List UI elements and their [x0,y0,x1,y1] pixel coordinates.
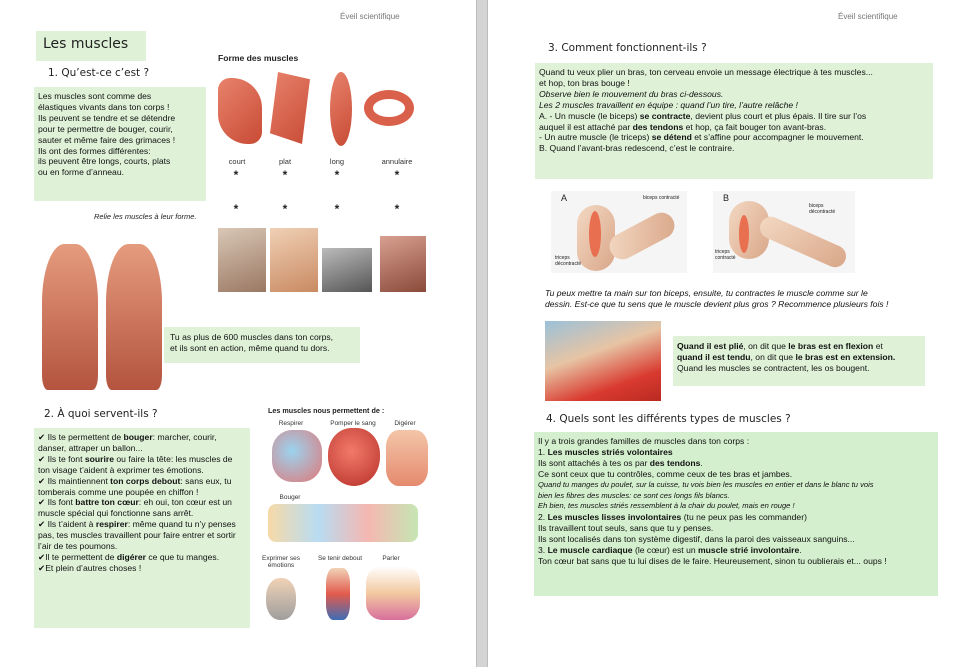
section1-line: ou en forme d’anneau. [38,167,125,178]
match-star[interactable]: * [394,168,400,182]
fact-line: et ils sont en action, même quand tu dors. [170,342,330,353]
speaking-kids-illustration [366,566,420,620]
triceps-shape [739,215,749,253]
section4-line: Eh bien, tes muscles striés ressemblent à la chair du poulet, mais en rouge ! [538,501,795,511]
section3-box [535,63,933,179]
header-label-right: Éveil scientifique [838,12,898,21]
use-item: ✔Il te permettent de digérer ce que tu manges. [38,551,220,562]
label-emotions: Exprimer ses émotions [262,555,300,569]
forearm-shape [605,208,679,264]
label-speak: Parler [382,555,400,562]
match-star[interactable]: * [394,202,400,216]
forearm-shape [757,213,850,271]
section4-line: Ils travaillent tout seuls, sans que tu y penses. [538,523,714,534]
leg-muscles-photo [380,236,426,292]
section4-line: Ton cœur bat sans que tu lui dises de le faire. Heureusement, sinon tu oublierais et... oups ! [538,555,887,566]
biceps-contracted-label: biceps contracté [643,195,680,201]
section3-line: Les 2 muscles travaillent en équipe : quand l’un tire, l’autre relâche ! [539,99,798,110]
label-pump-blood: Pomper le sang [330,420,376,427]
triceps-relaxed-label: triceps décontracté [555,255,582,267]
arm-diagram-b [713,191,855,273]
label-move: Bouger [279,494,301,501]
label-digest: Digérer [394,420,416,427]
label-long: long [329,157,345,166]
label-breathe: Respirer [278,420,304,427]
section2-heading: 2. À quoi servent-ils ? [44,408,158,420]
section4-box [534,432,938,596]
section3-line: A. - Un muscle (le biceps) se contracte, devient plus court et plus épais. Il tire sur l’os [539,110,867,121]
section4-heading: 4. Quels sont les différents types de muscles ? [546,413,791,425]
arm-diagram-a [551,191,687,273]
section3-line: Observe bien le mouvement du bras ci-dessous. [539,88,724,99]
diagram-label-a: A [561,193,568,203]
label-flat: plat [278,157,292,166]
long-muscle-image [330,72,352,146]
section3-line: - Un autre muscle (le triceps) se détend et s’affine pour accompagner le mouvement. [539,132,864,143]
use-item: ✔ Ils font battre ton cœur: eh oui, ton cœur est un muscle spécial qui fonctionne sans arrêt. [38,497,232,519]
section1-line: Les muscles sont comme des [38,91,152,101]
page-left [0,0,476,667]
label-ring: annulaire [381,157,413,166]
flat-muscle-image [270,72,310,144]
section1-line: élastiques vivants dans ton corps ! [38,101,170,112]
emotion-face-illustration [266,578,296,620]
use-item: ✔ Ils te font sourire ou faire la tête: les muscles de ton visage t’aident à exprimer tes émotions. [38,453,233,475]
section1-heading: 1. Qu’est-ce c’est ? [48,67,150,79]
header-label-left: Éveil scientifique [340,12,400,21]
shapes-title: Forme des muscles [218,53,299,63]
flex-line: Quand les muscles se contractent, les os bougent. [677,362,870,373]
try-it-text [545,288,945,310]
short-muscle-image [218,78,262,144]
section4-line: Ils sont attachés à tes os par des tendons. [538,457,703,468]
document-title: Les muscles [36,31,146,61]
section4-line: 3. Le muscle cardiaque (le cœur) est un muscle strié involontaire. [538,545,802,556]
match-star[interactable]: * [233,202,239,216]
section4-line: Quand tu manges du poulet, sur la cuisse, tu vois bien les muscles en entier et dans le blanc tu vois [538,479,874,489]
boy-flexing-photo [545,321,661,401]
try-it-line: Tu peux mettre ta main sur ton biceps, ensuite, tu contractes le muscle comme sur le [545,288,868,298]
section3-line: auquel il est attaché par des tendons et hop, ça fait bouger ton avant-bras. [539,121,827,132]
match-star[interactable]: * [334,168,340,182]
diagram-label-b: B [723,193,730,203]
section1-box [34,87,206,201]
standing-boy-illustration [326,568,350,620]
section1-line: sauter et même faire des grimaces ! [38,134,176,145]
section4-line: 1. Les muscles striés volontaires [538,446,673,457]
fact-box [164,327,360,363]
match-star[interactable]: * [282,202,288,216]
kids-moving-illustration [268,504,418,542]
use-item: ✔Et plein d’autres choses ! [38,562,142,573]
digestive-system-icon [386,430,428,486]
use-item: ✔ Ils maintiennent ton corps debout: sans eux, tu tomberais comme une poupée en chiffon ! [38,475,232,497]
hand-muscles-photo [270,228,318,292]
use-item: ✔ Ils te permettent de bouger: marcher, courir, danser, attraper un ballon... [38,432,217,453]
page-right [488,0,956,667]
match-instruction: Relie les muscles à leur forme. [94,212,197,221]
try-it-line: dessin. Est-ce que tu sens que le muscle devient plus gros ? Recommence plusieurs fois ! [545,298,889,309]
uses-title: Les muscles nous permettent de : [268,406,385,415]
section1-line: Ils ont des formes différentes: [38,145,151,156]
biceps-relaxed-label: biceps décontracté [809,203,836,215]
back-muscles-photo [218,228,266,292]
back-body-figure [106,244,162,390]
section2-box [34,428,250,628]
section1-line: ils peuvent être longs, courts, plats [38,156,171,167]
section1-line: pour te permettre de bouger, courir, [38,123,173,134]
front-body-figure [42,244,98,390]
match-star[interactable]: * [233,168,239,182]
page-gutter [476,0,488,667]
section3-heading: 3. Comment fonctionnent-ils ? [548,42,707,54]
lungs-icon [272,430,322,482]
match-star[interactable]: * [334,202,340,216]
match-star[interactable]: * [282,168,288,182]
flex-line: Quand il est plié, on dit que le bras est en flexion et [677,341,883,351]
face-muscles-photo [322,248,372,292]
label-short: court [228,157,246,166]
section3-line: et hop, ton bras bouge ! [539,77,630,88]
fact-line: Tu as plus de 600 muscles dans ton corps, [170,332,334,342]
triceps-contracted-label: triceps contracté [715,249,736,261]
use-item: ✔ Ils t’aident à respirer: même quand tu n’y penses pas, tes muscles travaillent pour faire entrer et sortir l’air de tes poumons. [38,519,236,552]
section4-line: Il y a trois grandes familles de muscles dans ton corps : [538,436,750,446]
heart-icon [328,428,380,486]
ring-muscle-image [364,90,414,126]
biceps-shape [589,211,601,257]
section4-line: 2. Les muscles lisses involontaires (tu ne peux pas les commander) [538,512,807,523]
section1-line: Ils peuvent se tendre et se détendre [38,112,176,123]
label-stand: Se tenir debout [317,555,363,562]
section4-line: Ce sont ceux que tu contrôles, comme ceux de tes bras et jambes. [538,468,793,479]
section3-line: Quand tu veux plier un bras, ton cerveau envoie un message électrique à tes muscles... [539,67,873,77]
section3-line: B. Quand l’avant-bras redescend, c’est le contraire. [539,143,735,154]
flex-line: quand il est tendu, on dit que le bras est en extension. [677,351,896,362]
section4-line: Ils sont localisés dans ton système digestif, dans la paroi des vaisseaux sanguins... [538,534,855,545]
section4-line: bien les fibres des muscles: ce sont ces longs fils blancs. [538,490,730,500]
flex-box [673,336,925,386]
